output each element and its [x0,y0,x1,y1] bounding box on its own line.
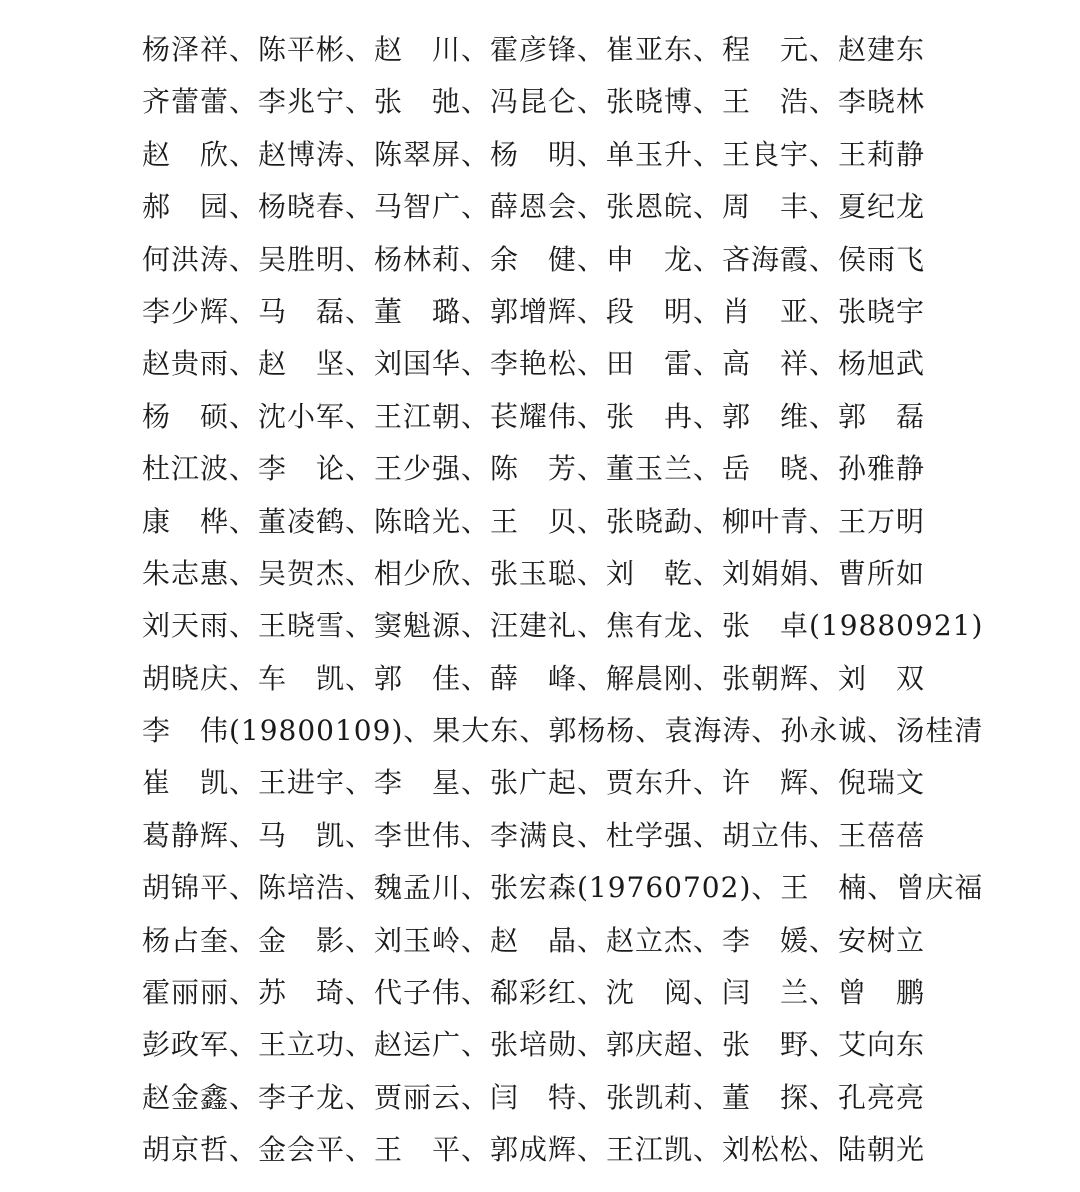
name-line-4: 郝 园、杨晓春、马智广、薛恩会、张恩皖、周 丰、夏纪龙 [142,190,926,224]
name-line-20: 彭政军、王立功、赵运广、张培勋、郭庆超、张 野、艾向东 [142,1028,926,1062]
name-line-12: 刘天雨、王晓雪、窦魁源、汪建礼、焦有龙、张 卓(19880921) [142,609,984,643]
name-line-21: 赵金鑫、李子龙、贾丽云、闫 特、张凯莉、董 探、孔亮亮 [142,1080,926,1114]
name-line-8: 杨 硕、沈小军、王江朝、苌耀伟、张 冉、郭 维、郭 磊 [142,399,926,433]
name-line-7: 赵贵雨、赵 坚、刘国华、李艳松、田 雷、高 祥、杨旭武 [142,347,926,381]
name-line-17: 胡锦平、陈培浩、魏孟川、张宏森(19760702)、王 楠、曾庆福 [142,871,984,905]
name-line-1: 杨泽祥、陈平彬、赵 川、霍彦锋、崔亚东、程 元、赵建东 [142,33,926,66]
name-line-6: 李少辉、马 磊、董 璐、郭增辉、段 明、肖 亚、张晓宇 [142,294,926,328]
name-line-9: 杜江波、李 论、王少强、陈 芳、董玉兰、岳 晓、孙雅静 [142,452,926,486]
name-line-16: 葛静辉、马 凯、李世伟、李满良、杜学强、胡立伟、王蓓蓓 [142,818,926,852]
name-line-13: 胡晓庆、车 凯、郭 佳、薛 峰、解晨刚、张朝辉、刘 双 [142,661,926,695]
name-line-22: 胡京哲、金会平、王 平、郭成辉、王江凯、刘松松、陆朝光 [142,1133,926,1167]
name-line-11: 朱志惠、吴贺杰、相少欣、张玉聪、刘 乾、刘娟娟、曹所如 [142,556,926,590]
name-line-10: 康 桦、董凌鹤、陈晗光、王 贝、张晓勐、柳叶青、王万明 [142,504,926,538]
name-line-2: 齐蕾蕾、李兆宁、张 弛、冯昆仑、张晓博、王 浩、李晓林 [142,85,926,119]
name-line-5: 何洪涛、吴胜明、杨林莉、余 健、申 龙、吝海霞、侯雨飞 [142,242,926,276]
name-line-18: 杨占奎、金 影、刘玉岭、赵 晶、赵立杰、李 媛、安树立 [142,923,926,957]
name-line-14: 李 伟(19800109)、果大东、郭杨杨、袁海涛、孙永诚、汤桂清 [142,714,984,748]
name-line-3: 赵 欣、赵博涛、陈翠屏、杨 明、单玉升、王良宇、王莉静 [142,137,926,171]
name-line-19: 霍丽丽、苏 琦、代子伟、郗彩红、沈 阅、闫 兰、曾 鹏 [142,976,926,1010]
name-list [142,24,984,1177]
name-line-15: 崔 凯、王进宇、李 星、张广起、贾东升、许 辉、倪瑞文 [142,766,926,800]
